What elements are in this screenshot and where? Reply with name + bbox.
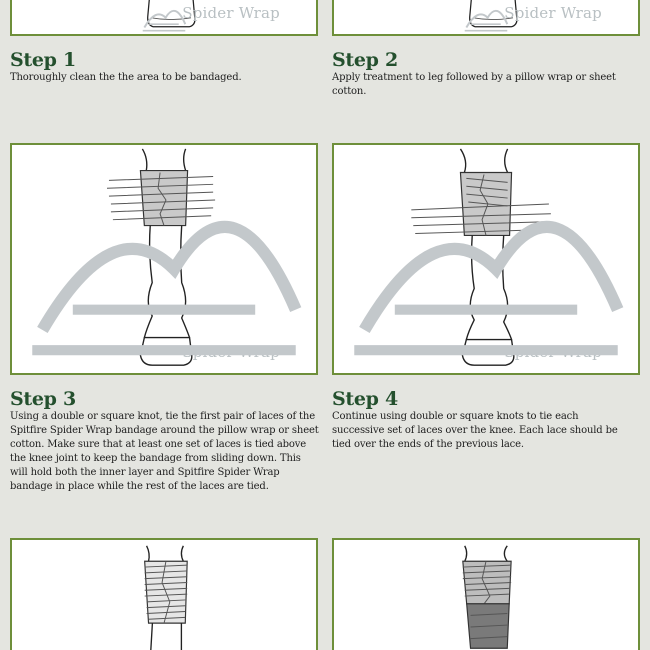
- step-3-text: Using a double or square knot, tie the first pair of laces of the Spitfire Spider Wrap bandage around the pillow wrap or sheet cotton. Make sure that at least one set of laces is tied above the knee joint to keep the bandage from sliding down. This will hold both the inner layer and Spitfire Spider Wrap bandage in place while the rest of the laces are tied.: [10, 411, 319, 492]
- step-4-title: Step 4: [332, 388, 398, 410]
- step-4-illustration-panel: [332, 143, 640, 375]
- step-6-illustration-panel: [332, 538, 640, 650]
- spider-wrap-logo-icon: [334, 0, 638, 34]
- step-4-text: Continue using double or square knots to tie each successive set of laces over the knee. Each lace should be tied over the ends of the previous lace.: [332, 411, 618, 450]
- illustration-panel-top-right: [332, 0, 640, 36]
- spider-wrap-logo-icon: [334, 145, 638, 373]
- step-2-title: Step 2: [332, 49, 398, 71]
- leg-final-wrap-illustration: [334, 540, 638, 650]
- step-5-illustration-panel: [10, 538, 318, 650]
- step-1-title: Step 1: [10, 49, 76, 71]
- step-1-text: Thoroughly clean the the area to be bandaged.: [10, 72, 242, 83]
- step-3-illustration-panel: [10, 143, 318, 375]
- step-2-text: Apply treatment to leg followed by a pillow wrap or sheet cotton.: [332, 72, 616, 97]
- step-3-title: Step 3: [10, 388, 76, 410]
- illustration-panel-top-left: [10, 0, 318, 36]
- spider-wrap-logo-icon: [12, 0, 316, 34]
- spider-wrap-logo-icon: [12, 145, 316, 373]
- watermark-text: Spider Wrap: [504, 4, 602, 22]
- leg-fully-laced-illustration: [12, 540, 316, 650]
- watermark-text: Spider Wrap: [182, 4, 280, 22]
